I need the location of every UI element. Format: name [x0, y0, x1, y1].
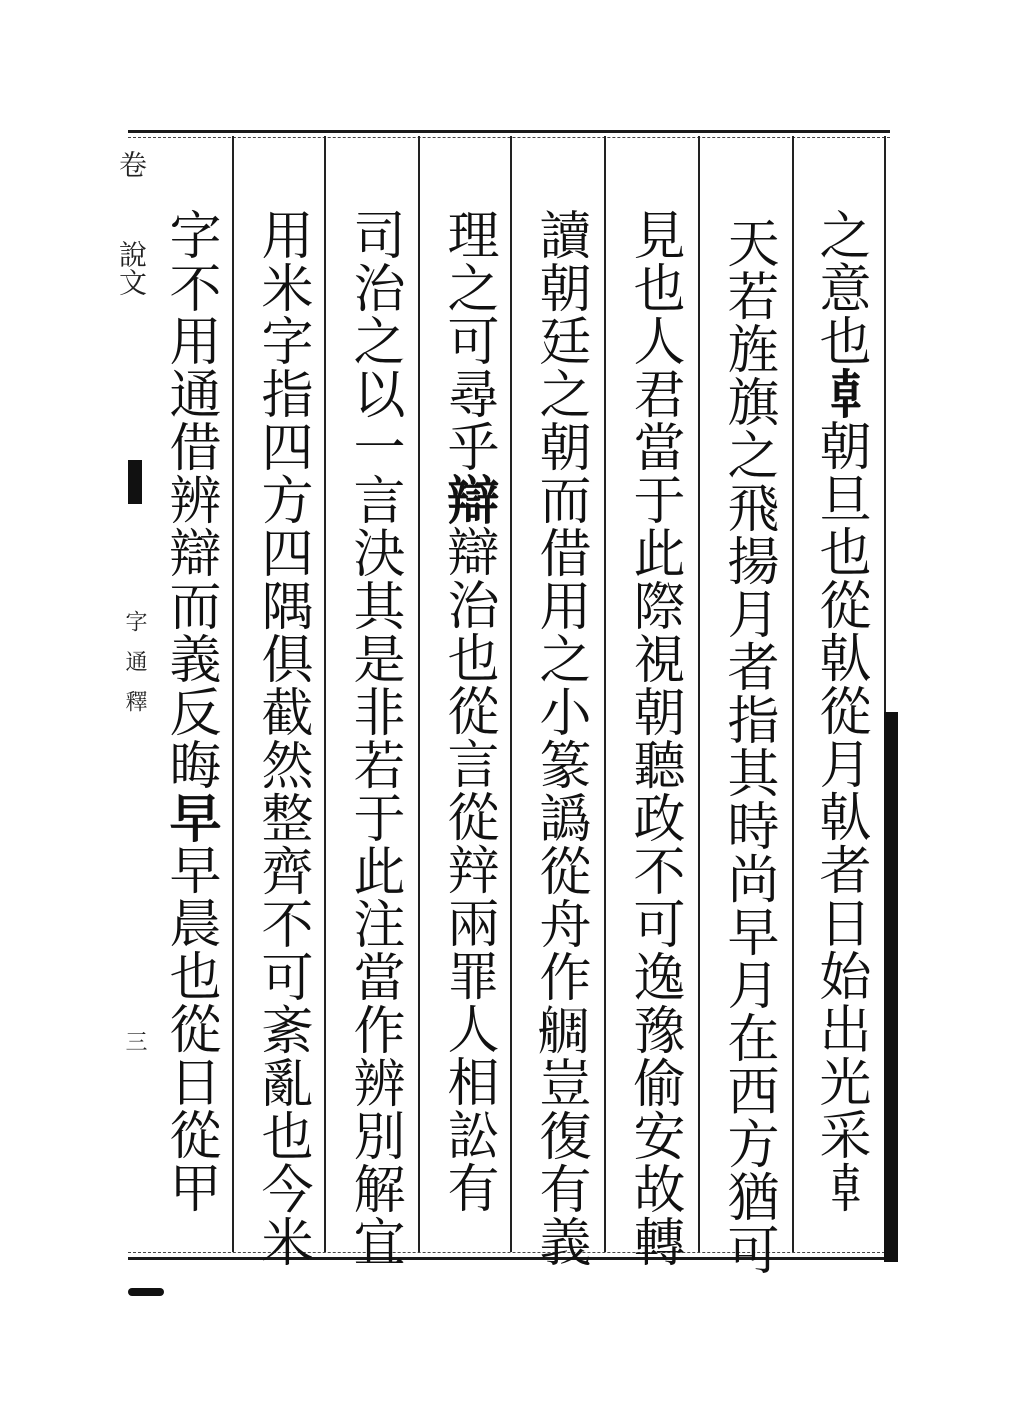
bottom-edge-mark: [128, 1288, 164, 1296]
column-text: 字不用通借辨辯而義反晦: [160, 208, 220, 791]
text-column-8: [150, 208, 230, 1214]
text-column-2: [708, 216, 788, 1276]
top-border-rule: [128, 130, 890, 138]
edge-glyph: 釋: [122, 690, 147, 712]
column-divider: [792, 136, 794, 1252]
text-column-1: [800, 208, 880, 1214]
column-divider: [232, 136, 234, 1252]
right-edge-bar: [884, 712, 898, 1262]
edge-glyph: 通: [122, 650, 147, 672]
edge-glyph: 說文: [115, 240, 148, 296]
column-text: 理之可尋乎: [438, 208, 498, 473]
text-column-7: [242, 208, 322, 1268]
edge-glyph: 三: [122, 1030, 147, 1052]
column-text: 用米字指四方四隅俱截然整齊不可紊亂也今米: [252, 208, 312, 1268]
column-text: 見也人君當于此際視朝聽政不可逸豫偷安故轉: [624, 208, 684, 1268]
column-text: 早晨也從日從甲: [160, 843, 220, 1214]
column-divider: [324, 136, 326, 1252]
column-text: 天若旌旗之飛揚月者指其時尚早月在西方猶可: [718, 216, 778, 1276]
column-divider: [510, 136, 512, 1252]
seal-script-glyph: 辯: [438, 473, 498, 525]
fishtail-mark: [128, 460, 142, 504]
seal-script-glyph: 早: [160, 791, 220, 843]
seal-script-glyph: 𠦝: [810, 367, 870, 419]
text-column-3: [614, 208, 694, 1268]
column-divider: [604, 136, 606, 1252]
text-column-6: [334, 208, 414, 1268]
binding-edge: [115, 150, 148, 1250]
edge-glyph: 字: [122, 610, 147, 632]
column-divider: [418, 136, 420, 1252]
edge-glyph: 卷: [115, 150, 148, 178]
text-column-5: [428, 208, 508, 1214]
text-column-4: [520, 208, 600, 1268]
column-text: 司治之以一言決其是非若于此注當作辨別解宜: [344, 208, 404, 1268]
text-frame: [115, 130, 890, 1276]
column-text: 朝旦也從倝從月倝者日始出光采𠦝: [810, 419, 870, 1214]
column-divider: [698, 136, 700, 1252]
column-text: 之意也: [810, 208, 870, 367]
column-text: 讀朝廷之朝而借用之小篆譌從舟作𦩍豈復有義: [530, 208, 590, 1268]
column-text: 辯治也從言從辡兩罪人相訟有: [438, 525, 498, 1214]
